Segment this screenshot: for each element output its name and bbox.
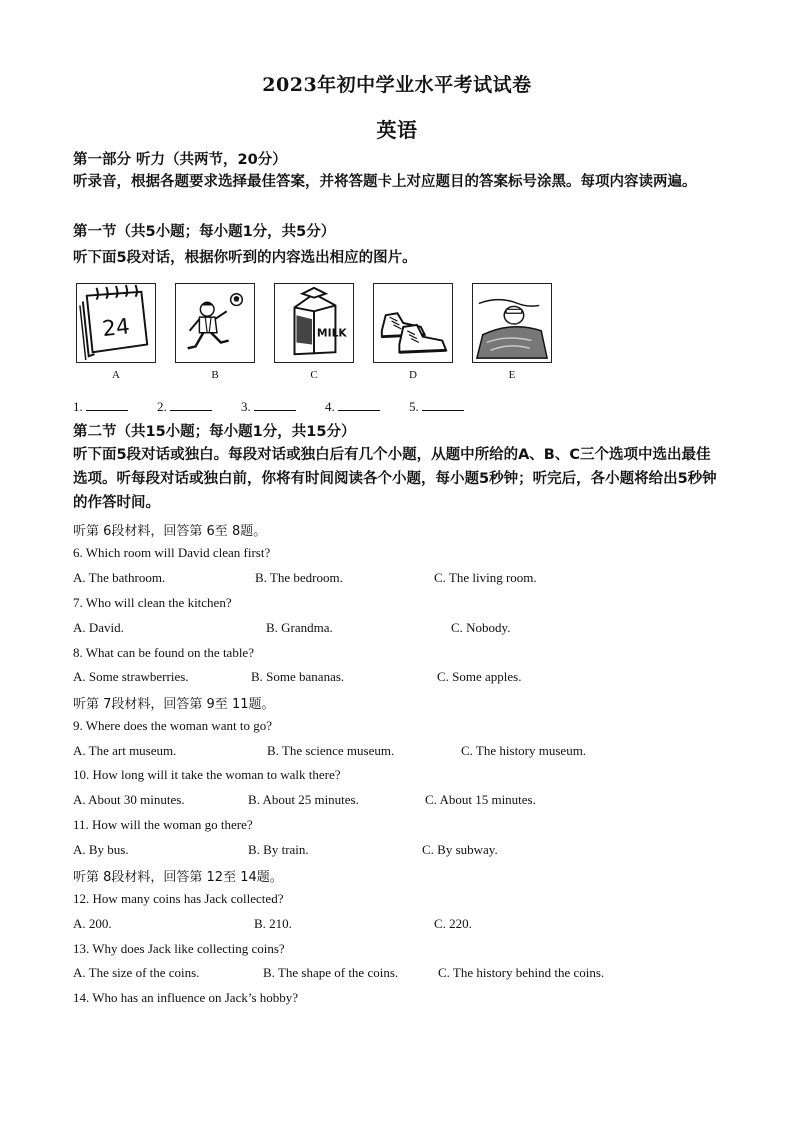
picture-row [73,283,563,383]
option-6a[interactable]: A. The bathroom. [73,570,166,585]
part1-instruction: 听录音，根据各题要求选择最佳答案，并将答题卡上对应题目的答案标号涂黑。每项内容读两遍。 [73,174,697,190]
option-10b[interactable]: B. About 25 minutes. [248,792,359,807]
option-9b[interactable]: B. The science museum. [267,743,395,758]
option-7c[interactable]: C. Nobody. [451,620,511,635]
option-13a[interactable]: A. The size of the coins. [73,965,200,980]
subject-title: 英语 [376,118,418,142]
option-10a[interactable]: A. About 30 minutes. [73,792,185,807]
option-7b[interactable]: B. Grandma. [266,620,333,635]
option-11a[interactable]: A. By bus. [73,842,129,857]
option-12a[interactable]: A. 200. [73,916,112,931]
question-8: 8. What can be found on the table? [73,645,254,660]
sneakers-icon [373,283,453,363]
section2-instruction: 听下面5段对话或独白。每段对话或独白后有几个小题，从题中所给的A、B、C三个选项中选出最佳选项。听每段对话或独白前，你将有时间阅读各个小题，每小题5秒钟；听完后，各小题将给出5秒钟的作答时间。 [73,447,717,511]
picture-label-c: C [310,369,318,381]
option-12c[interactable]: C. 220. [434,916,472,931]
option-13c[interactable]: C. The history behind the coins. [438,965,605,980]
picture-label-a: A [112,369,120,381]
option-9c[interactable]: C. The history museum. [461,743,587,758]
question-14: 14. Who has an influence on Jack’s hobby? [73,990,299,1005]
question-10: 10. How long will it take the woman to walk there? [73,767,341,782]
svg-text:24: 24 [101,314,131,343]
calendar-icon [76,283,156,363]
question-9: 9. Where does the woman want to go? [73,718,273,733]
material-8-note: 听第 8段材料，回答第 12至 14题。 [73,870,283,885]
picture-label-d: D [409,369,417,381]
option-12b[interactable]: B. 210. [254,916,292,931]
option-11b[interactable]: B. By train. [248,842,309,857]
option-13b[interactable]: B. The shape of the coins. [263,965,399,980]
option-11c[interactable]: C. By subway. [422,842,498,857]
soccer-player-icon [175,283,255,363]
question-7: 7. Who will clean the kitchen? [73,595,232,610]
question-13: 13. Why does Jack like collecting coins? [73,941,285,956]
answer-blank-3[interactable]: 3. [241,398,296,415]
sick-in-bed-icon [472,283,552,363]
option-8a[interactable]: A. Some strawberries. [73,669,189,684]
answer-blank-5[interactable]: 5. [409,398,464,415]
picture-label-e: E [508,369,516,381]
part1-heading: 第一部分 听力（共两节，20分） [73,152,287,168]
option-6c[interactable]: C. The living room. [434,570,537,585]
section2-heading: 第二节（共15小题；每小题1分，共15分） [73,424,356,440]
section1-heading: 第一节（共5小题；每小题1分，共5分） [73,224,336,240]
picture-label-b: B [211,369,219,381]
answer-blank-2[interactable]: 2. [157,398,212,415]
exam-title: 2023年初中学业水平考试试卷 [262,74,532,96]
svg-text:MILK: MILK [316,326,347,340]
option-10c[interactable]: C. About 15 minutes. [425,792,536,807]
option-6b[interactable]: B. The bedroom. [255,570,343,585]
answer-blank-1[interactable]: 1. [73,398,128,415]
question-11: 11. How will the woman go there? [73,817,253,832]
section1-instruction: 听下面5段对话，根据你听到的内容选出相应的图片。 [73,250,417,266]
option-8c[interactable]: C. Some apples. [437,669,522,684]
option-8b[interactable]: B. Some bananas. [251,669,345,684]
material-7-note: 听第 7段材料，回答第 9至 11题。 [73,697,275,712]
answer-blank-4[interactable]: 4. [325,398,380,415]
question-6: 6. Which room will David clean first? [73,545,271,560]
question-12: 12. How many coins has Jack collected? [73,891,284,906]
option-9a[interactable]: A. The art museum. [73,743,177,758]
milk-carton-icon [274,283,354,363]
option-7a[interactable]: A. David. [73,620,124,635]
material-6-note: 听第 6段材料，回答第 6至 8题。 [73,524,267,539]
